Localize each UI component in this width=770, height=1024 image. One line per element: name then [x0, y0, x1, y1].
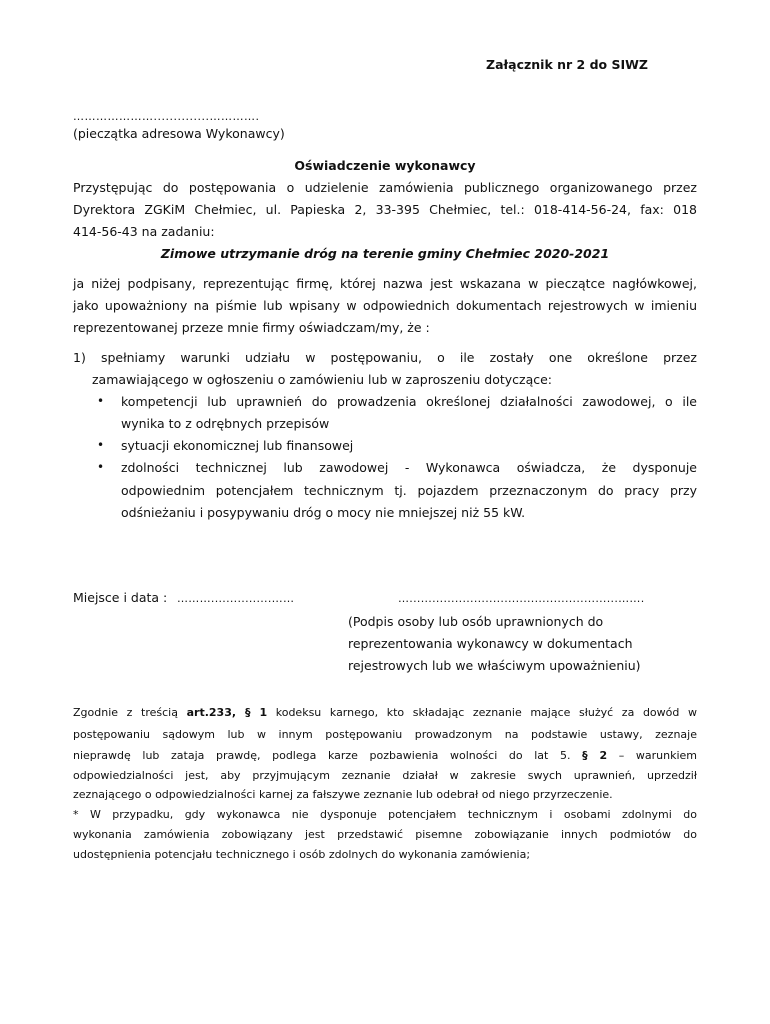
legal-line-3-post: – warunkiem — [618, 749, 698, 762]
note-line-3: udostępnienia potencjału technicznego i osób zdolnych do wykonania zamówienia; — [73, 848, 531, 861]
place-date-label: Miejsce i data : — [73, 590, 168, 605]
signature-note-line-3: rejestrowych lub we właściwym upoważnieniu) — [348, 658, 641, 673]
legal-line-1-pre: Zgodnie z treścią — [73, 706, 178, 719]
declaration-line-3: reprezentowanej przeze mnie firmy oświadczam/my, że : — [73, 320, 430, 335]
point1-line-2: zamawiającego w ogłoszeniu o zamówieniu lub w zaproszeniu dotyczące: — [92, 372, 553, 387]
bullet-3-line-1: zdolności technicznej lub zawodowej - Wykonawca oświadcza, że dysponuje — [121, 460, 697, 475]
bullet-3-line-3: odśnieżaniu i posypywaniu dróg o mocy nie mniejszej niż 55 kW. — [121, 505, 526, 520]
intro-line-2: Dyrektora ZGKiM Chełmiec, ul. Papieska 2, 33-395 Chełmiec, tel.: 018-414-56-24, fax: 018 — [73, 202, 697, 217]
bullet-icon: • — [97, 460, 105, 474]
legal-paragraph-ref: § 2 — [582, 749, 608, 762]
legal-line-4: odpowiedzialności jest, aby przyjmującym zeznanie działał w zakresie swych uprawnień, uprzedził — [73, 769, 697, 782]
bullet-icon: • — [97, 438, 105, 452]
task-title: Zimowe utrzymanie dróg na terenie gminy Chełmiec 2020-2021 — [160, 246, 610, 261]
attachment-header: Załącznik nr 2 do SIWZ — [486, 57, 648, 72]
intro-line-3: 414-56-43 na zadaniu: — [73, 224, 215, 239]
bullet-1-line-1: kompetencji lub uprawnień do prowadzenia określonej działalności zawodowej, o ile — [121, 394, 697, 409]
signature-note-line-2: reprezentowania wykonawcy w dokumentach — [348, 636, 633, 651]
legal-line-2: postępowaniu sądowym lub w innym postępowaniu prowadzonym na podstawie ustawy, zeznaje — [73, 728, 697, 741]
legal-line-3-pre: nieprawdę lub zataja prawdę, podlega karze pozbawienia wolności do lat 5. — [73, 749, 571, 762]
signature-dots: ….......................................................……. — [398, 592, 645, 605]
legal-line-1 — [73, 706, 697, 719]
bullet-3-line-2: odpowiednim potencjałem technicznym tj. pojazdem przeznaczonym do pracy przy — [121, 483, 697, 498]
signature-note-line-1: (Podpis osoby lub osób uprawnionych do — [348, 614, 604, 629]
stamp-dots: …………………..............…………. — [73, 110, 260, 123]
intro-line-1: Przystępując do postępowania o udzielenie zamówienia publicznego organizowanego przez — [73, 180, 697, 195]
note-line-2: wykonania zamówienia zobowiązany jest przedstawić pisemne zobowiązanie innych podmiotów do — [73, 828, 697, 841]
legal-line-1-post: kodeksu karnego, kto składając zeznanie mające służyć za dowód w — [275, 706, 697, 719]
declaration-line-2: jako upoważniony na piśmie lub wpisany w odpowiednich dokumentach rejestrowych w imieniu — [73, 298, 697, 313]
document-title: Oświadczenie wykonawcy — [294, 158, 476, 173]
bullet-icon: • — [97, 394, 105, 408]
bullet-1-line-2: wynika to z odrębnych przepisów — [121, 416, 330, 431]
legal-line-5: zeznającego o odpowiedzialności karnej za fałszywe zeznanie lub odebrał od niego przyrzeczenie. — [73, 788, 613, 801]
note-line-1: * W przypadku, gdy wykonawca nie dysponuje potencjałem technicznym i osobami zdolnymi do — [73, 808, 697, 821]
legal-article-ref: art.233, § 1 — [186, 706, 268, 719]
legal-line-3 — [73, 749, 697, 762]
place-date-dots: ………................…… — [177, 592, 295, 605]
stamp-label: (pieczątka adresowa Wykonawcy) — [73, 126, 285, 141]
point1-line-1: 1) spełniamy warunki udziału w postępowaniu, o ile zostały one określone przez — [73, 350, 697, 365]
bullet-2-line-1: sytuacji ekonomicznej lub finansowej — [121, 438, 354, 453]
declaration-line-1: ja niżej podpisany, reprezentując firmę, której nazwa jest wskazana w pieczątce nagłówkowej, — [73, 276, 697, 291]
